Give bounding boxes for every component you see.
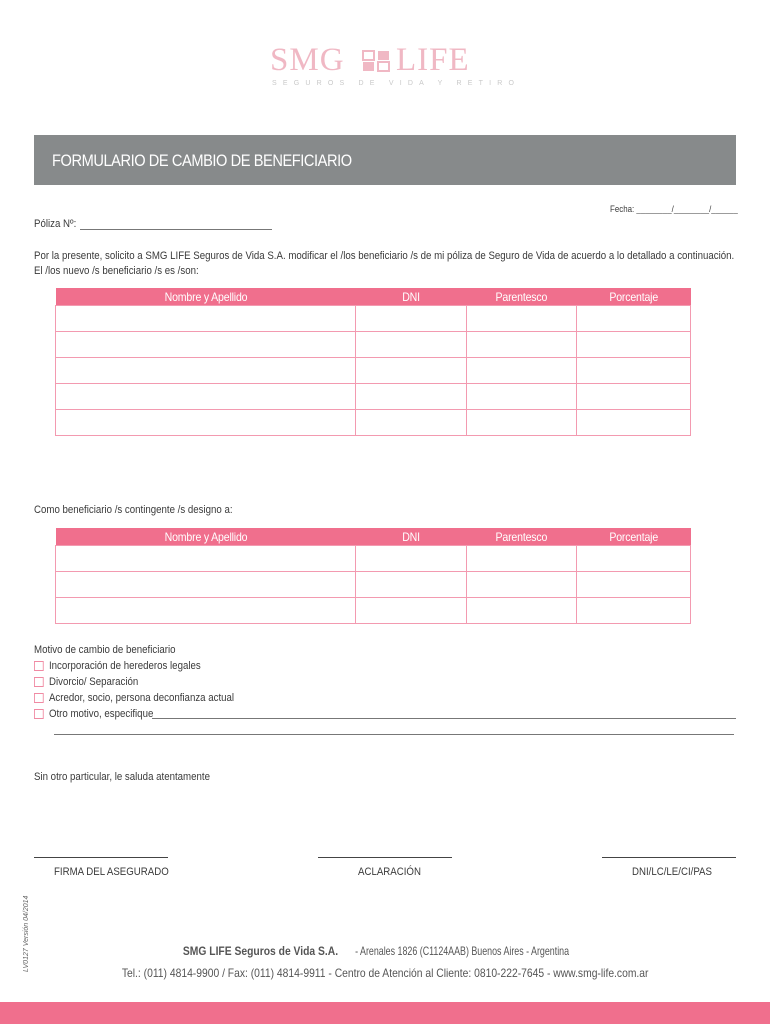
- option-label: Acredor, socio, persona deconfianza actual: [48, 692, 235, 704]
- fecha-field[interactable]: [610, 204, 755, 214]
- name-cell[interactable]: [56, 572, 356, 598]
- dni-cell[interactable]: [356, 546, 467, 572]
- beneficiaries-table: [55, 288, 691, 436]
- signature-line-dni[interactable]: [602, 857, 736, 858]
- intro-text-line2: El /los nuevo /s beneficiario /s es /son:: [34, 265, 199, 277]
- table-row: [56, 546, 691, 572]
- form-title-bar: [34, 135, 736, 185]
- motivo-label: Motivo de cambio de beneficiario: [34, 644, 176, 656]
- porcentaje-cell[interactable]: [577, 572, 691, 598]
- motivo-option-otro[interactable]: [34, 708, 153, 720]
- company-logo: [270, 42, 521, 90]
- dni-cell[interactable]: [356, 598, 467, 624]
- dni-cell[interactable]: [356, 384, 467, 410]
- column-header-name: Nombre y Apellido: [56, 528, 356, 546]
- poliza-label: Póliza Nº:: [34, 218, 77, 230]
- footer-address: - Arenales 1826 (C1124AAB) Buenos Aires - Argentina: [355, 944, 570, 958]
- logo-text-smg: SMG: [270, 42, 345, 78]
- parentesco-cell[interactable]: [467, 384, 577, 410]
- motivo-option-acredor[interactable]: [34, 692, 234, 704]
- form-version-code: LV0127 Versión 04/2014: [23, 895, 30, 972]
- closing-text: Sin otro particular, le saluda atentamente: [34, 771, 210, 783]
- table-row: [56, 598, 691, 624]
- footer-company-line: [0, 944, 770, 958]
- column-header-dni: DNI: [356, 528, 467, 546]
- porcentaje-cell[interactable]: [577, 384, 691, 410]
- table-header-row: [56, 288, 691, 306]
- parentesco-cell[interactable]: [467, 598, 577, 624]
- option-label: Otro motivo, especifique: [48, 708, 154, 720]
- porcentaje-cell[interactable]: [577, 598, 691, 624]
- poliza-input-line[interactable]: [80, 229, 272, 230]
- table-row: [56, 332, 691, 358]
- footer-company-name: SMG LIFE Seguros de Vida S.A.: [182, 944, 339, 958]
- column-header-porcentaje: Porcentaje: [577, 528, 691, 546]
- table-row: [56, 384, 691, 410]
- signature-line-asegurado[interactable]: [34, 857, 168, 858]
- dni-cell[interactable]: [356, 572, 467, 598]
- option-label: Divorcio/ Separación: [48, 676, 139, 688]
- porcentaje-cell[interactable]: [577, 358, 691, 384]
- aclaracion-label: ACLARACIÓN: [358, 866, 421, 878]
- contingent-label: Como beneficiario /s contingente /s designo a:: [34, 504, 233, 516]
- porcentaje-cell[interactable]: [577, 306, 691, 332]
- bottom-accent-bar: [0, 1002, 770, 1024]
- table-row: [56, 410, 691, 436]
- motivo-option-herederos[interactable]: [34, 660, 201, 672]
- logo-tagline: SEGUROS DE VIDA Y RETIRO: [272, 80, 521, 87]
- otro-motivo-input-line[interactable]: [152, 718, 736, 719]
- logo-text-life: LIFE: [396, 42, 470, 78]
- checkbox[interactable]: [34, 693, 44, 703]
- parentesco-cell[interactable]: [467, 572, 577, 598]
- column-header-dni: DNI: [356, 288, 467, 306]
- dni-cell[interactable]: [356, 410, 467, 436]
- signature-line-aclaracion[interactable]: [318, 857, 452, 858]
- dni-cell[interactable]: [356, 332, 467, 358]
- contingent-beneficiaries-table: [55, 528, 691, 624]
- table-header-row: [56, 528, 691, 546]
- name-cell[interactable]: [56, 410, 356, 436]
- name-cell[interactable]: [56, 384, 356, 410]
- name-cell[interactable]: [56, 332, 356, 358]
- name-cell[interactable]: [56, 358, 356, 384]
- table-row: [56, 358, 691, 384]
- column-header-parentesco: Parentesco: [467, 528, 577, 546]
- option-label: Incorporación de herederos legales: [48, 660, 201, 672]
- fecha-label: Fecha: ________/________/______: [610, 204, 738, 214]
- checkbox[interactable]: [34, 709, 44, 719]
- column-header-parentesco: Parentesco: [467, 288, 577, 306]
- table-row: [56, 572, 691, 598]
- porcentaje-cell[interactable]: [577, 332, 691, 358]
- name-cell[interactable]: [56, 546, 356, 572]
- column-header-name: Nombre y Apellido: [56, 288, 356, 306]
- intro-text-line1: Por la presente, solicito a SMG LIFE Seguros de Vida S.A. modificar el /los beneficiario /s de mi póliza de Seguro de Vida de acuerdo a lo detallado a continuación.: [34, 250, 735, 262]
- column-header-porcentaje: Porcentaje: [577, 288, 691, 306]
- parentesco-cell[interactable]: [467, 410, 577, 436]
- firma-asegurado-label: FIRMA DEL ASEGURADO: [54, 866, 169, 878]
- table-row: [56, 306, 691, 332]
- checkbox[interactable]: [34, 661, 44, 671]
- dni-cell[interactable]: [356, 306, 467, 332]
- dni-cell[interactable]: [356, 358, 467, 384]
- porcentaje-cell[interactable]: [577, 410, 691, 436]
- checkbox[interactable]: [34, 677, 44, 687]
- parentesco-cell[interactable]: [467, 332, 577, 358]
- motivo-option-divorcio[interactable]: [34, 676, 138, 688]
- form-title: FORMULARIO DE CAMBIO DE BENEFICIARIO: [52, 151, 352, 170]
- porcentaje-cell[interactable]: [577, 546, 691, 572]
- parentesco-cell[interactable]: [467, 546, 577, 572]
- otro-motivo-input-line-2[interactable]: [54, 734, 734, 735]
- footer-contact-line: Tel.: (011) 4814-9900 / Fax: (011) 4814-9911 - Centro de Atención al Cliente: 0810-222-7645 - www.smg-life.com.ar: [121, 966, 649, 980]
- parentesco-cell[interactable]: [467, 306, 577, 332]
- name-cell[interactable]: [56, 306, 356, 332]
- dni-type-label: DNI/LC/LE/CI/PAS: [632, 866, 712, 878]
- parentesco-cell[interactable]: [467, 358, 577, 384]
- logo-cross-icon: [362, 50, 390, 72]
- name-cell[interactable]: [56, 598, 356, 624]
